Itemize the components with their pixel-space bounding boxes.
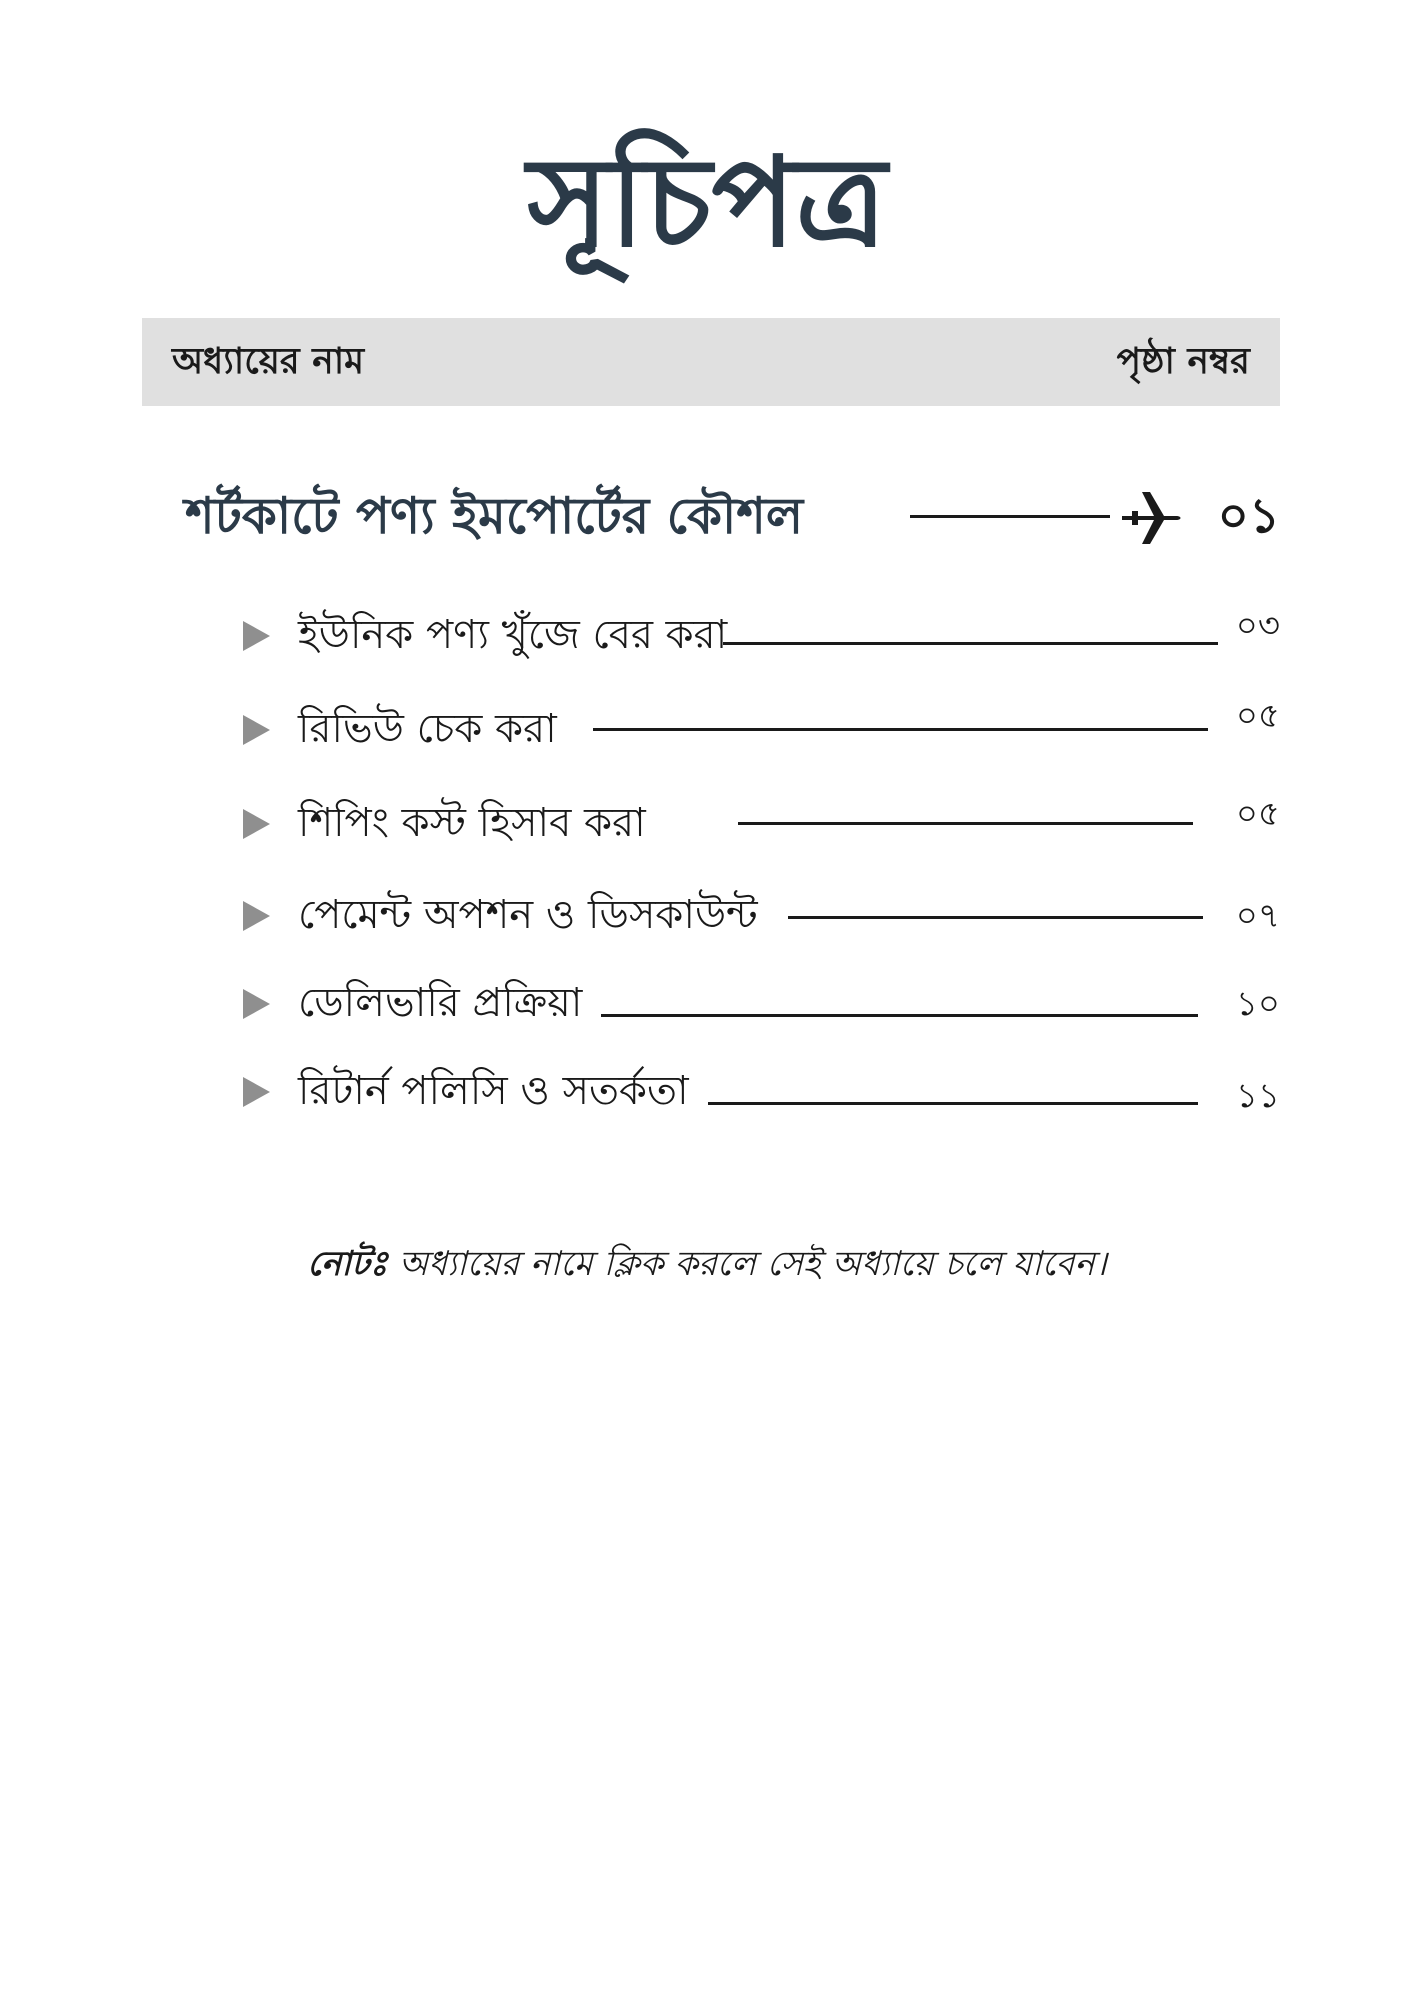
- chapter-page-number: ০১: [1217, 488, 1280, 544]
- toc-item-link[interactable]: রিভিউ চেক করা: [298, 706, 557, 752]
- toc-item-row[interactable]: [243, 790, 1280, 856]
- leader-line: [738, 822, 1193, 825]
- toc-item-page-number: ০৫: [1235, 696, 1280, 736]
- toc-item-page-number: ০৭: [1235, 896, 1280, 936]
- leader-line: [601, 1014, 1198, 1017]
- airplane-icon: [1120, 486, 1184, 546]
- triangle-bullet-icon: [243, 901, 270, 931]
- page-title: সূচিপত্র: [527, 131, 887, 275]
- toc-item-row[interactable]: [243, 882, 1280, 948]
- toc-item-row[interactable]: [243, 696, 1280, 762]
- triangle-bullet-icon: [243, 989, 270, 1019]
- leader-line: [788, 916, 1203, 919]
- triangle-bullet-icon: [243, 715, 270, 745]
- leader-line: [708, 1102, 1198, 1105]
- toc-item-page-number: ১১: [1235, 1076, 1280, 1116]
- toc-note: [0, 1232, 1414, 1296]
- toc-item-row[interactable]: [243, 602, 1280, 668]
- chapter-name-header: অধ্যায়ের নাম: [172, 341, 365, 382]
- note-label: নোটঃ: [307, 1244, 388, 1284]
- toc-item-page-number: ০৫: [1235, 794, 1280, 834]
- toc-header-bar: [142, 318, 1280, 406]
- toc-item-row[interactable]: [243, 970, 1280, 1036]
- chapter-title-link[interactable]: শর্টকাটে পণ্য ইমপোর্টের কৌশল: [185, 487, 804, 545]
- toc-item-link[interactable]: শিপিং কস্ট হিসাব করা: [298, 800, 646, 846]
- note-text: অধ্যায়ের নামে ক্লিক করলে সেই অধ্যায়ে চলে যাবেন।: [387, 1244, 1107, 1284]
- triangle-bullet-icon: [243, 1077, 270, 1107]
- triangle-bullet-icon: [243, 621, 270, 651]
- toc-item-link[interactable]: ইউনিক পণ্য খুঁজে বের করা: [298, 612, 728, 658]
- page-number-header: পৃষ্ঠা নম্বর: [1116, 341, 1250, 382]
- toc-item-link[interactable]: পেমেন্ট অপশন ও ডিসকাউন্ট: [298, 892, 758, 938]
- chapter-leader-line: [910, 515, 1110, 518]
- toc-chapter-row[interactable]: [185, 474, 1280, 558]
- leader-line: [723, 642, 1218, 645]
- toc-item-link[interactable]: রিটার্ন পলিসি ও সতর্কতা: [298, 1068, 689, 1114]
- leader-line: [593, 728, 1208, 731]
- toc-item-link[interactable]: ডেলিভারি প্রক্রিয়া: [298, 980, 583, 1026]
- toc-item-row[interactable]: [243, 1058, 1280, 1124]
- toc-item-page-number: ০৩: [1235, 606, 1280, 646]
- toc-item-page-number: ১০: [1235, 984, 1280, 1024]
- triangle-bullet-icon: [243, 809, 270, 839]
